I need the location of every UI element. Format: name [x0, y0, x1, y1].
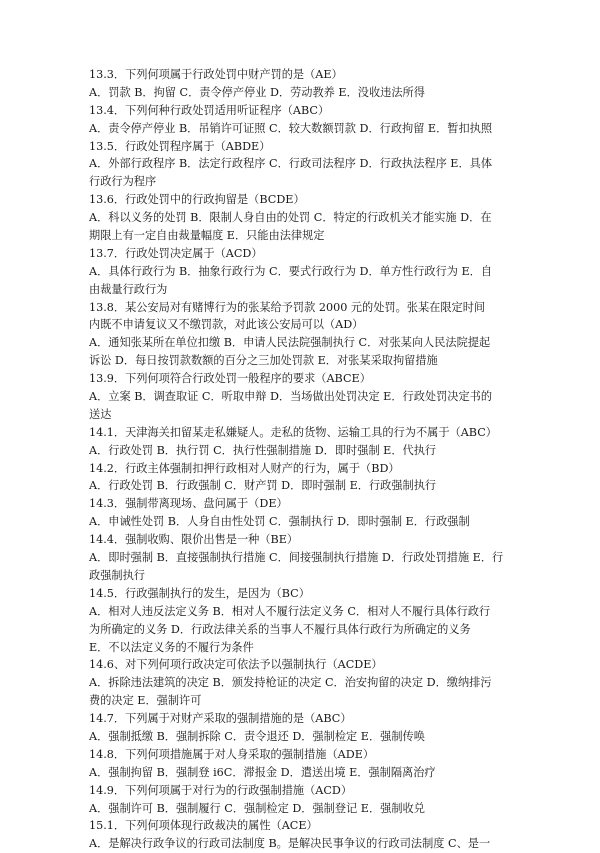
text-line: 13.7．行政处罚决定属于（ACD）	[89, 246, 263, 260]
text-line: A．拆除违法建筑的决定 B．颁发持枪证的决定 C．治安拘留的决定 D．缴纳排污	[89, 676, 492, 690]
text-line: 13.4．下列何种行政处罚适用听证程序（ABC）	[89, 103, 330, 117]
text-line: 13.6．行政处罚中的行政拘留是（BCDE）	[89, 193, 305, 207]
text-line: E．不以法定义务的不履行为条件	[89, 640, 254, 654]
text-line: 由裁量行政行为	[89, 282, 168, 296]
text-line: 为所确定的义务 D．行政法律关系的当事人不履行具体行政行为所确定的义务	[89, 622, 471, 636]
text-line: 14.1．天津海关扣留某走私嫌疑人。走私的货物、运输工具的行为不属于（ABC）	[89, 425, 497, 439]
text-line: 14.9．下列何项属于对行为的行政强制措施（ACD）	[89, 783, 353, 797]
text-line: A．申诫性处罚 B．人身自由性处罚 C．强制执行 D．即时强制 E．行政强制	[89, 515, 470, 529]
text-line: 13.8．某公安局对有赌博行为的张某给予罚款 2000 元的处罚。张某在限定时间	[89, 300, 486, 314]
text-line: A．强制许可 B．强制履行 C．强制检定 D．强制登记 E．强制收兑	[89, 801, 425, 815]
text-line: 期限上有一定自由裁量幅度 E．只能由法律规定	[89, 229, 325, 243]
text-line: 15.1．下列何项体现行政裁决的属性（ACE）	[89, 819, 318, 833]
text-line: 行政行为程序	[89, 175, 157, 189]
text-line: A．外部行政程序 B．法定行政程序 C．行政司法程序 D．行政执法程序 E．具体	[89, 157, 493, 171]
text-line: A．强制拘留 B．强制登 i6C．滞报金 D．遣送出境 E．强制隔离治疗	[89, 765, 436, 779]
text-line: 14.3．强制带离现场、盘问属于（DE）	[89, 497, 288, 511]
document-body	[89, 66, 513, 853]
text-line: A．行政处罚 B．行政强制 C．财产罚 D．即时强制 E．行政强制执行	[89, 479, 437, 493]
text-line: A．行政处罚 B．执行罚 C．执行性强制措施 D．即时强制 E．代执行	[89, 443, 437, 457]
text-line: 14.2．行政主体强制扣押行政相对人财产的行为，属于（BD）	[89, 461, 400, 475]
text-line: A．强制抵缴 B．强制拆除 C．责令退还 D．强制检定 E．强制传唤	[89, 729, 425, 743]
text-line: 14.4．强制收购、限价出售是一种（BE）	[89, 533, 299, 547]
text-line: A．科以义务的处罚 B．限制人身自由的处罚 C．特定的行政机关才能实施 D．在	[89, 211, 492, 225]
text-line: 13.5．行政处罚程序属于（ABDE）	[89, 139, 271, 153]
text-line: A．立案 B．调查取证 C．听取申辩 D．当场做出处罚决定 E．行政处罚决定书的	[89, 390, 493, 404]
text-line: A．通知张某所在单位扣缴 B．申请人民法院强制执行 C．对张某向人民法院提起	[89, 336, 491, 350]
text-line: A．即时强制 B．直接强制执行措施 C．间接强制执行措施 D．行政处罚措施 E．行	[89, 551, 504, 565]
text-line: A．责令停产停业 B．吊销许可证照 C．较大数额罚款 D．行政拘留 E．暂扣执照	[89, 121, 493, 135]
text-line: 送达	[89, 407, 112, 421]
text-line: 政强制执行	[89, 568, 145, 582]
text-line: A．罚款 B．拘留 C．责令停产停业 D．劳动教养 E．没收违法所得	[89, 85, 425, 99]
text-line: A．是解决行政争议的行政司法制度 B。是解决民事争议的行政司法制度 C、是一	[89, 837, 491, 851]
text-line: 诉讼 D．每日按罚款数额的百分之三加处罚款 E．对张某采取拘留措施	[89, 354, 438, 368]
text-line: 14.8．下列何项措施属于对人身采取的强制措施（ADE）	[89, 747, 375, 761]
text-line: A．相对人违反法定义务 B．相对人不履行法定义务 C．相对人不履行具体行政行	[89, 604, 491, 618]
text-line: 内既不申请复议又不缴罚款，对此该公安局可以（AD）	[89, 318, 364, 332]
text-line: 14.7．下列属于对财产采取的强制措施的是（ABC）	[89, 712, 352, 726]
text-line: 14.6、对下列何项行政决定可依法予以强制执行（ACDE）	[89, 658, 383, 672]
text-line: 费的决定 E．强制许可	[89, 694, 202, 708]
text-line: 14.5．行政强制执行的发生，是因为（BC）	[89, 586, 310, 600]
text-line: 13.9．下列何项符合行政处罚一般程序的要求（ABCE）	[89, 372, 371, 386]
text-line: 13.3．下列何项属于行政处罚中财产罚的是（AE）	[89, 68, 343, 81]
text-line: A．具体行政行为 B．抽象行政行为 C．要式行政行为 D．单方性行政行为 E．自	[89, 264, 493, 278]
